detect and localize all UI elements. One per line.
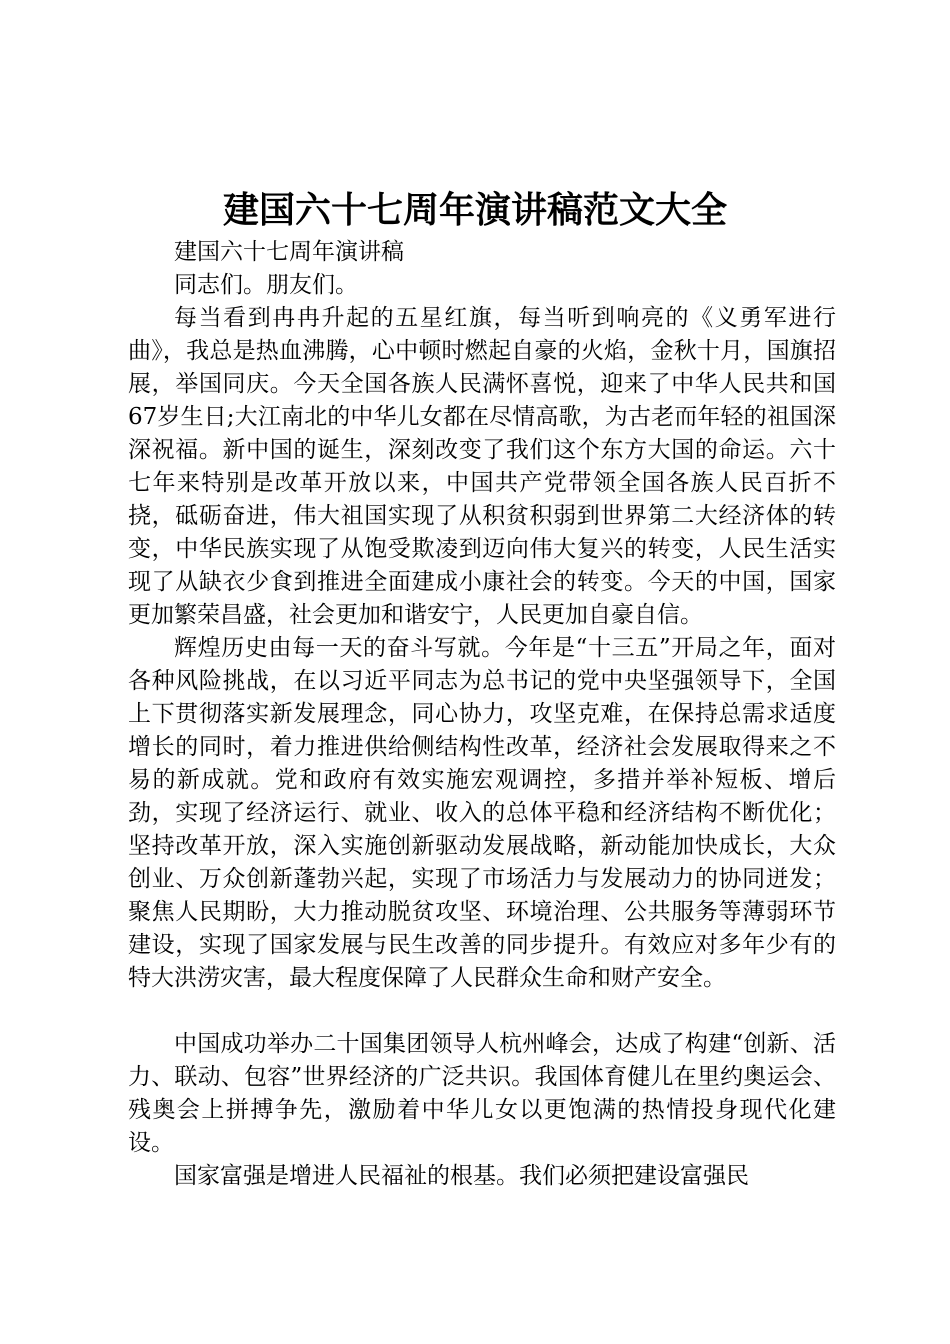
paragraph-body-2: 辉煌历史由每一天的奋斗写就。今年是“十三五”开局之年，面对各种风险挑战，在以习近平同志为总书记的党中央坚强领导下，全国上下贯彻落实新发展理念，同心协力，攻坚克难，在保持总需求适度增长的同时，着力推进供给侧结构性改革，经济社会发展取得来之不易的新成就。党和政府有效实施宏观调控，多措并举补短板、增后劲，实现了经济运行、就业、收入的总体平稳和经济结构不断优化；坚持改革开放，深入实施创新驱动发展战略，新动能加快成长，大众创业、万众创新蓬勃兴起，实现了市场活力与发展动力的协同迸发；聚焦人民期盼，大力推动脱贫攻坚、环境治理、公共服务等薄弱环节建设，实现了国家发展与民生改善的同步提升。有效应对多年少有的特大洪涝灾害，最大程度保障了人民群众生命和财产安全。 xyxy=(128,635,836,991)
paragraph-body-4: 国家富强是增进人民福祉的根基。我们必须把建设富强民 xyxy=(174,1163,749,1189)
paragraph-body-1: 每当看到冉冉升起的五星红旗，每当听到响亮的《义勇军进行曲》，我总是热血沸腾，心中顿时燃起自豪的火焰，金秋十月，国旗招展，举国同庆。今天全国各族人民满怀喜悦，迎来了中华人民共和国67岁生日;大江南北的中华儿女都在尽情高歌，为古老而年轻的祖国深深祝福。新中国的诞生，深刻改变了我们这个东方大国的命运。六十七年来特别是改革开放以来，中国共产党带领全国各族人民百折不挠，砥砺奋进，伟大祖国实现了从积贫积弱到世界第二大经济体的转变，中华民族实现了从饱受欺凌到迈向伟大复兴的转变，人民生活实现了从缺衣少食到推进全面建成小康社会的转变。今天的中国，国家更加繁荣昌盛，社会更加和谐安宁，人民更加自豪自信。 xyxy=(128,305,836,628)
document-title: 建国六十七周年演讲稿范文大全 xyxy=(222,189,727,231)
paragraph-subtitle: 建国六十七周年演讲稿 xyxy=(174,239,404,265)
paragraph-salutation: 同志们。朋友们。 xyxy=(174,272,358,298)
paragraph-body-3: 中国成功举办二十国集团领导人杭州峰会，达成了构建“创新、活力、联动、包容”世界经济的广泛共识。我国体育健儿在里约奥运会、残奥会上拼搏争先，激励着中华儿女以更饱满的热情投身现代化建设。 xyxy=(128,1031,836,1156)
document-body xyxy=(128,236,836,1193)
